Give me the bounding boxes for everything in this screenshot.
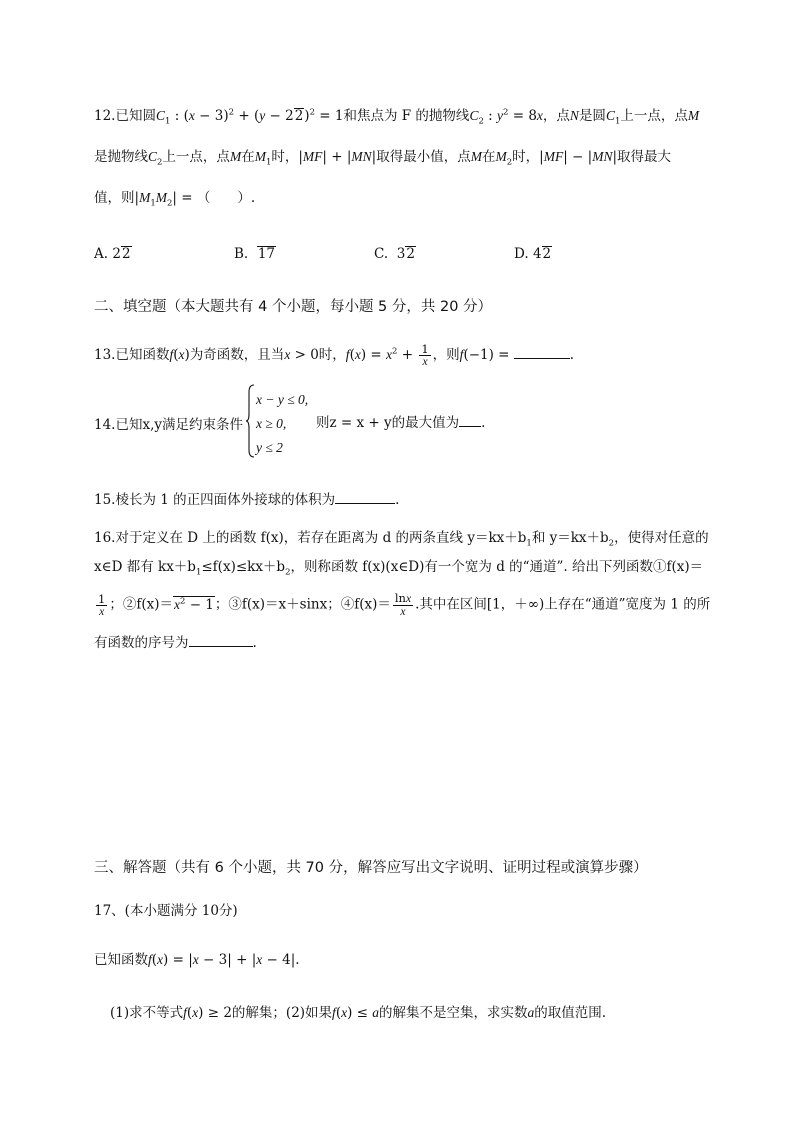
choice-b[interactable]: B. 17 xyxy=(234,246,275,262)
q17-function: 已知函数f(x) = |x − 3| + |x − 4|. xyxy=(94,952,300,968)
q16-answer-blank[interactable] xyxy=(189,634,253,647)
q12-line-2: 是抛物线$C_2$上一点，点M在$M_1$时，|MF| + |MN|取得最小值，点M在$M_2$时，|MF| − |MN|取得最大 xyxy=(94,149,672,168)
q16-line-4: 有函数的序号为 . xyxy=(94,635,257,651)
q12-line-1: 12.已知圆$C_1$ : $(x - 3)^2 + (y - 22)^2 = 1$和焦点为 F 的抛物线$C_2$ : $y^2 = 8x$，点N是圆$C_1$上一点，点M xyxy=(94,107,700,127)
q14-question: 则z = x + y的最大值为 . xyxy=(316,415,486,431)
q15-line: 15.棱长为 1 的正四面体外接球的体积为 . xyxy=(94,492,400,508)
choice-d[interactable]: D. 42 xyxy=(514,246,552,262)
q13-line: 13.已知函数f(x)为奇函数，且当x > 0时，$f(x) = x^2$ + $\frac{1}{x}$ ，则f(−1) = . xyxy=(94,342,575,368)
section-2-heading: 二、填空题（本大题共有 4 个小题，每小题 5 分，共 20 分） xyxy=(94,299,493,315)
choice-c[interactable]: C. 32 xyxy=(374,246,415,262)
q14-answer-blank[interactable] xyxy=(459,414,481,427)
q17-header: 17、(本小题满分 10分) xyxy=(94,903,238,919)
q16-line-2: x∈D 都有 $kx+b_1\le f(x)\le kx+b_2$，则称函数 f(x)(x∈D)有一个宽为 d 的“通道”. 给出下列函数①f(x)＝ xyxy=(94,559,704,578)
q14-brace xyxy=(246,384,256,458)
section-3-heading: 三、解答题（共有 6 个小题，共 70 分，解答应写出文字说明、证明过程或演算步骤） xyxy=(94,860,648,876)
q16-line-1: 16.对于定义在 D 上的函数 f(x)，若存在距离为 d 的两条直线 $y=kx+b_1$和 $y=kx+b_2$，使得对任意的 xyxy=(94,530,709,549)
choice-a[interactable]: A. 22 xyxy=(94,246,131,262)
q12-line-3: 值，则$|M_1M_2|$ = （ ）. xyxy=(94,190,256,209)
q14-constraints: x − y ≤ 0, x ≥ 0, y ≤ 2 xyxy=(256,392,309,455)
q12-number: 12. xyxy=(94,108,116,124)
q16-line-3: $\frac{1}{x}$ ；$②f(x)=x^2 - 1$；③f(x)＝x＋sinx；④f(x)＝ $\frac{\ln x}{x}$ .其中在区间[1，＋∞)上存在“通道”宽度为 1 的所 xyxy=(98,591,711,618)
q13-answer-blank[interactable] xyxy=(514,346,570,359)
q14-prefix: 14.已知x,y满足约束条件 xyxy=(94,417,244,433)
q17-parts: (1)求不等式f(x) ≥ 2的解集；(2)如果f(x) ≤ a的解集不是空集，求实数a的取值范围. xyxy=(110,1005,607,1021)
q15-answer-blank[interactable] xyxy=(335,491,395,504)
